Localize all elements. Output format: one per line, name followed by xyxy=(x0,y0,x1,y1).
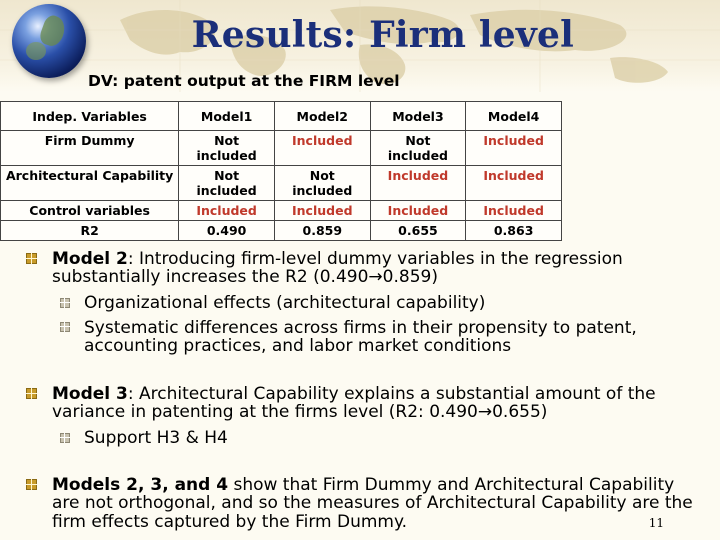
arrow-icon: → xyxy=(477,402,493,422)
sub-bullet-text: Support H3 & H4 xyxy=(84,428,228,448)
table-header-cell: Model3 xyxy=(370,102,466,131)
table-cell: Included xyxy=(466,166,562,201)
bullet-marker xyxy=(26,253,37,264)
table-cell: 0.859 xyxy=(274,221,370,241)
table-cell: Included xyxy=(274,131,370,166)
sub-bullet-text: Systematic differences across firms in their propensity to patent, xyxy=(84,318,637,338)
table-cell: 0.655 xyxy=(370,221,466,241)
bullet-lead: Models 2, 3, and 4 xyxy=(52,475,229,495)
row-label: R2 xyxy=(1,221,179,241)
table-row xyxy=(1,131,562,166)
table-cell: Not included xyxy=(179,131,275,166)
table-header-cell: Model1 xyxy=(179,102,275,131)
bullet-lead: Model 2 xyxy=(52,249,128,269)
bullet-text: firm effects captured by the Firm Dummy. xyxy=(52,512,408,532)
bullet-model2-line2 xyxy=(52,268,438,286)
bullet-marker xyxy=(26,479,37,490)
row-label: Control variables xyxy=(1,201,179,221)
bullet-text: 0.859) xyxy=(382,267,438,287)
table-header-row xyxy=(1,102,562,131)
bullet-model2-line1 xyxy=(52,250,623,268)
sub-bullet-marker xyxy=(60,322,70,332)
table-cell: Not included xyxy=(274,166,370,201)
table-cell: Included xyxy=(466,131,562,166)
arrow-icon: → xyxy=(368,267,383,287)
row-label: Firm Dummy xyxy=(1,131,179,166)
table-row xyxy=(1,166,562,201)
table-cell: 0.863 xyxy=(466,221,562,241)
bullet-text: variance in patenting at the firms level (R2: 0.490 xyxy=(52,402,478,422)
table-cell: Not included xyxy=(370,131,466,166)
sub-bullet-marker xyxy=(60,433,70,443)
table-cell: Included xyxy=(179,201,275,221)
sub-bullet-text: accounting practices, and labor market conditions xyxy=(84,336,512,356)
bullet-text: are not orthogonal, and so the measures of Architectural Capability are the xyxy=(52,493,693,513)
bullet-text: substantially increases the R2 (0.490 xyxy=(52,267,369,287)
table-header-cell: Model2 xyxy=(274,102,370,131)
table-cell: Included xyxy=(466,201,562,221)
sub-bullet-marker xyxy=(60,298,70,308)
table-cell: Included xyxy=(274,201,370,221)
slide-title: Results: Firm level xyxy=(191,14,574,56)
bullet-text: : Introducing firm-level dummy variables in the regression xyxy=(127,249,623,269)
bullet-marker xyxy=(26,388,37,399)
bullet-text: : Architectural Capability explains a substantial amount of the xyxy=(127,384,656,404)
bullet-models234-line1 xyxy=(52,476,674,494)
bullet-model3-line2 xyxy=(52,403,547,421)
bullet-text: show that Firm Dummy and Architectural Capability xyxy=(228,475,675,495)
table-cell: Included xyxy=(370,201,466,221)
results-table xyxy=(0,101,562,241)
bullet-text: 0.655) xyxy=(492,402,548,422)
table-cell: Not included xyxy=(179,166,275,201)
table-cell: Included xyxy=(370,166,466,201)
sub-bullet-text: Organizational effects (architectural capability) xyxy=(84,293,486,313)
table-header-cell: Indep. Variables xyxy=(1,102,179,131)
bullet-model3-line1 xyxy=(52,385,656,403)
page-number: 11 xyxy=(648,516,664,530)
slide-subtitle: DV: patent output at the FIRM level xyxy=(88,72,400,90)
bullet-lead: Model 3 xyxy=(52,384,128,404)
table-header-cell: Model4 xyxy=(466,102,562,131)
row-label: Architectural Capability xyxy=(1,166,179,201)
table-row xyxy=(1,201,562,221)
table-row xyxy=(1,221,562,241)
table-cell: 0.490 xyxy=(179,221,275,241)
